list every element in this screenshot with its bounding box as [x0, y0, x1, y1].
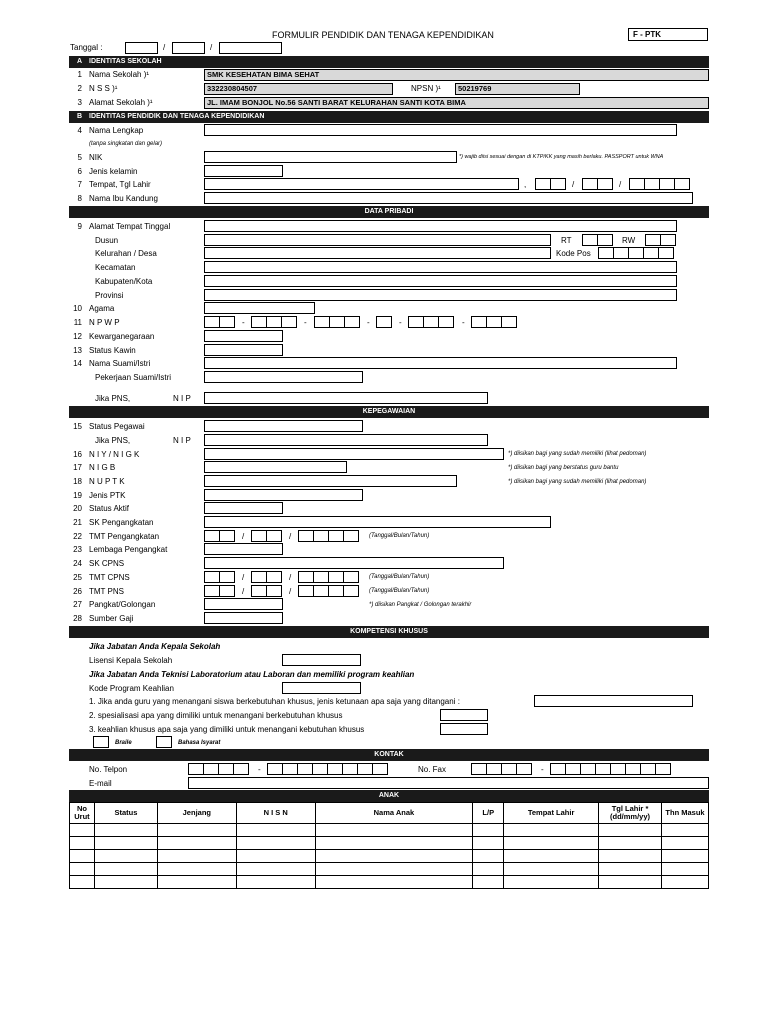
row-number: 5: [77, 153, 82, 162]
slash: /: [242, 532, 245, 541]
slash: /: [242, 587, 245, 596]
row-number: 10: [73, 304, 82, 313]
section-b-title: IDENTITAS PENDIDIK DAN TENAGA KEPENDIDIKAN: [89, 113, 265, 120]
table-row: [70, 837, 709, 850]
kode-program-label: Kode Program Keahlian: [89, 684, 174, 693]
dash: -: [399, 318, 402, 327]
table-cell[interactable]: [662, 863, 709, 876]
kepala-sekolah-heading: Jika Jabatan Anda Kepala Sekolah: [89, 642, 221, 651]
row-number: 19: [73, 491, 82, 500]
section-a-header: [69, 56, 709, 68]
dash: -: [242, 318, 245, 327]
rt-label: RT: [561, 236, 572, 245]
tmt-cpns-day[interactable]: [204, 571, 234, 583]
col-status: Status: [94, 803, 157, 824]
kompetensi-header: [69, 626, 709, 638]
tmt-pengangkatan-year[interactable]: [298, 530, 358, 542]
table-cell[interactable]: [236, 876, 315, 889]
table-cell[interactable]: [599, 850, 662, 863]
nip-field[interactable]: [204, 434, 488, 446]
nip-label: N I P: [173, 436, 191, 445]
email-label: E-mail: [89, 779, 112, 788]
row-number: 11: [73, 318, 82, 327]
table-cell[interactable]: [94, 876, 157, 889]
table-row: [70, 876, 709, 889]
table-cell[interactable]: [157, 850, 236, 863]
row-number: 2: [77, 84, 82, 93]
fax-number-cells[interactable]: [550, 763, 670, 775]
col-nisn: N I S N: [236, 803, 315, 824]
table-cell[interactable]: [236, 837, 315, 850]
spesialisasi-field[interactable]: [440, 709, 488, 721]
keahlian-field[interactable]: [440, 723, 488, 735]
tmt-cpns-label: TMT CPNS: [89, 573, 130, 582]
sk-cpns-field[interactable]: [204, 557, 504, 569]
table-cell[interactable]: [504, 876, 599, 889]
jenis-kelamin-label: Jenis kelamin: [89, 167, 138, 176]
jenis-ptk-label: Jenis PTK: [89, 491, 126, 500]
form-title: FORMULIR PENDIDIK DAN TENAGA KEPENDIDIKAN: [272, 30, 494, 40]
slash: /: [289, 532, 292, 541]
kontak-title: KONTAK: [374, 751, 404, 758]
pangkat-note: *) diisikan Pangkat / Golongan terakhir: [369, 602, 472, 608]
nik-label: NIK: [89, 153, 103, 162]
nama-sekolah-label: Nama Sekolah )¹: [89, 70, 150, 79]
alamat-tinggal-field[interactable]: [204, 220, 677, 232]
table-cell[interactable]: [157, 824, 236, 837]
fax-area-cells[interactable]: [471, 763, 531, 775]
kabupaten-field[interactable]: [204, 275, 677, 287]
table-cell[interactable]: [662, 824, 709, 837]
tanggal-day-field[interactable]: [125, 42, 158, 54]
table-cell[interactable]: [473, 824, 504, 837]
table-cell[interactable]: [70, 876, 95, 889]
nss-label: N S S )¹: [89, 84, 118, 93]
slash: /: [242, 573, 245, 582]
table-cell[interactable]: [157, 837, 236, 850]
tempat-lahir-field[interactable]: [204, 178, 519, 190]
col-tgl-lahir: Tgl Lahir *(dd/mm/yy): [599, 803, 662, 824]
data-pribadi-title: DATA PRIBADI: [364, 208, 414, 215]
nama-lengkap-label: Nama Lengkap: [89, 126, 144, 135]
dash: -: [258, 765, 261, 774]
keahlian-question: 3. keahlian khusus apa saja yang dimiliki untuk menangani kebutuhan khusus: [89, 725, 365, 734]
table-row: [70, 824, 709, 837]
anak-table: [69, 802, 709, 889]
row-number: 21: [73, 518, 82, 527]
npwp-cells-2[interactable]: [251, 316, 296, 328]
dash: -: [367, 318, 370, 327]
slash: /: [289, 587, 292, 596]
kabupaten-label: Kabupaten/Kota: [95, 277, 153, 286]
table-cell[interactable]: [504, 863, 599, 876]
row-number: 23: [73, 545, 82, 554]
nuptk-label: N U P T K: [89, 477, 125, 486]
nama-ibu-label: Nama Ibu Kandung: [89, 194, 158, 203]
rw-cells[interactable]: [645, 234, 675, 246]
agama-label: Agama: [89, 304, 115, 313]
nama-ibu-field[interactable]: [204, 192, 693, 204]
row-number: 6: [77, 167, 82, 176]
kepegawaian-header: [69, 406, 709, 418]
col-lp: L/P: [473, 803, 504, 824]
tmt-cpns-year[interactable]: [298, 571, 358, 583]
table-row: [70, 850, 709, 863]
row-number: 24: [73, 559, 82, 568]
row-number: 4: [77, 126, 82, 135]
telpon-number-cells[interactable]: [267, 763, 387, 775]
sk-pengangkatan-label: SK Pengangkatan: [89, 518, 154, 527]
kecamatan-field[interactable]: [204, 261, 677, 273]
dash: -: [462, 318, 465, 327]
npwp-cells-6[interactable]: [471, 316, 516, 328]
nigb-note: *) diisikan bagi yang berstatus guru bantu: [508, 465, 619, 471]
nik-field[interactable]: [204, 151, 457, 163]
tmt-pengangkatan-month[interactable]: [251, 530, 281, 542]
tanggal-month-field[interactable]: [172, 42, 205, 54]
kelurahan-label: Kelurahan / Desa: [95, 249, 157, 258]
email-field[interactable]: [188, 777, 709, 789]
anak-table-header: [70, 803, 709, 824]
npsn-value: 50219769: [455, 83, 580, 95]
table-cell[interactable]: [315, 863, 473, 876]
telpon-area-cells[interactable]: [188, 763, 248, 775]
dusun-label: Dusun: [95, 236, 119, 245]
table-cell[interactable]: [70, 850, 95, 863]
table-cell[interactable]: [94, 850, 157, 863]
table-cell[interactable]: [599, 824, 662, 837]
lisensi-field[interactable]: [282, 654, 361, 666]
pekerjaan-field[interactable]: [204, 371, 363, 383]
row-number: 3: [77, 98, 82, 107]
kecamatan-label: Kecamatan: [95, 263, 136, 272]
row-number: 25: [73, 573, 82, 582]
jenis-ptk-field[interactable]: [204, 489, 363, 501]
nuptk-field[interactable]: [204, 475, 457, 487]
table-cell[interactable]: [236, 824, 315, 837]
kepegawaian-title: KEPEGAWAIAN: [362, 408, 416, 415]
table-cell[interactable]: [473, 863, 504, 876]
col-tempat-lahir: Tempat Lahir: [504, 803, 599, 824]
nip-suami-istri-field[interactable]: [204, 392, 488, 404]
table-cell[interactable]: [94, 837, 157, 850]
table-cell[interactable]: [315, 876, 473, 889]
nama-lengkap-note: (tanpa singkatan dan gelar): [89, 141, 163, 147]
bahasa-isyarat-label: Bahasa Isyarat: [178, 740, 221, 746]
table-cell[interactable]: [504, 850, 599, 863]
status-pegawai-field[interactable]: [204, 420, 363, 432]
date-format-note: (Tanggal/Bulan/Tahun): [369, 533, 430, 539]
niy-note: *) diisikan bagi yang sudah memiliki (lihat pedoman): [508, 451, 647, 457]
table-cell[interactable]: [504, 824, 599, 837]
row-number: 9: [77, 222, 82, 231]
nip-label: N I P: [173, 394, 191, 403]
row-number: 1: [77, 70, 82, 79]
slash: /: [210, 43, 213, 52]
table-cell[interactable]: [157, 876, 236, 889]
anak-title: ANAK: [378, 792, 400, 799]
row-number: 15: [73, 422, 82, 431]
col-nama-anak: Nama Anak: [315, 803, 473, 824]
table-cell[interactable]: [236, 863, 315, 876]
npwp-cells-5[interactable]: [408, 316, 453, 328]
table-cell[interactable]: [157, 863, 236, 876]
tmt-pns-day[interactable]: [204, 585, 234, 597]
pekerjaan-label: Pekerjaan Suami/Istri: [95, 373, 172, 382]
row-number: 7: [77, 180, 82, 189]
npwp-label: N P W P: [89, 318, 120, 327]
niy-nigk-field[interactable]: [204, 448, 504, 460]
fax-label: No. Fax: [418, 765, 447, 774]
tmt-pns-month[interactable]: [251, 585, 281, 597]
table-cell[interactable]: [662, 837, 709, 850]
row-number: 14: [73, 359, 82, 368]
tgl-lahir-day-cells[interactable]: [535, 178, 565, 190]
status-kawin-field[interactable]: [204, 344, 283, 356]
nama-sekolah-value: SMK KESEHATAN BIMA SEHAT: [204, 69, 709, 81]
nik-note: *) wajib diisi sesuai dengan di KTP/KK yang masih berlaku. PASSPORT untuk WNA: [459, 154, 664, 160]
tmt-cpns-month[interactable]: [251, 571, 281, 583]
npwp-cells-3[interactable]: [314, 316, 359, 328]
kode-pos-cells[interactable]: [598, 247, 673, 259]
status-kawin-label: Status Kawin: [89, 346, 136, 355]
kelurahan-field[interactable]: [204, 247, 551, 259]
row-number: 18: [73, 477, 82, 486]
row-number: 26: [73, 587, 82, 596]
table-cell[interactable]: [315, 837, 473, 850]
section-b-letter: B: [77, 113, 83, 120]
row-number: 13: [73, 346, 82, 355]
sk-pengangkatan-field[interactable]: [204, 516, 551, 528]
kode-program-field[interactable]: [282, 682, 361, 694]
section-a-letter: A: [77, 58, 83, 65]
braile-label: Braile: [115, 740, 132, 746]
nigb-label: N I G B: [89, 463, 116, 472]
lembaga-pengangkat-field[interactable]: [204, 543, 283, 555]
braile-checkbox[interactable]: [93, 736, 109, 748]
rt-cells[interactable]: [582, 234, 612, 246]
provinsi-label: Provinsi: [95, 291, 124, 300]
nigb-field[interactable]: [204, 461, 347, 473]
nama-suami-istri-label: Nama Suami/Istri: [89, 359, 151, 368]
dash: -: [541, 765, 544, 774]
pangkat-golongan-label: Pangkat/Golongan: [89, 600, 156, 609]
npsn-label: NPSN )¹: [411, 84, 441, 93]
slash: /: [619, 180, 622, 189]
alamat-sekolah-label: Alamat Sekolah )¹: [89, 98, 153, 107]
jenis-kelamin-field[interactable]: [204, 165, 283, 177]
nss-value: 332230804507: [204, 83, 393, 95]
row-number: 22: [73, 532, 82, 541]
nuptk-note: *) diisikan bagi yang sudah memiliki (lihat pedoman): [508, 479, 647, 485]
status-aktif-field[interactable]: [204, 502, 283, 514]
data-pribadi-header: [69, 206, 709, 218]
table-cell[interactable]: [504, 837, 599, 850]
table-cell[interactable]: [473, 837, 504, 850]
bahasa-isyarat-checkbox[interactable]: [156, 736, 172, 748]
row-number: 16: [73, 450, 82, 459]
telpon-label: No. Telpon: [89, 765, 128, 774]
col-jenjang: Jenjang: [157, 803, 236, 824]
ketunaan-question: 1. Jika anda guru yang menangani siswa berkebutuhan khusus, jenis ketunaan apa saja yang ditangani :: [89, 697, 460, 706]
lisensi-label: Lisensi Kepala Sekolah: [89, 656, 173, 665]
table-cell[interactable]: [236, 850, 315, 863]
row-number: 20: [73, 504, 82, 513]
nama-lengkap-field[interactable]: [204, 124, 677, 136]
ketunaan-field[interactable]: [534, 695, 693, 707]
pangkat-golongan-field[interactable]: [204, 598, 283, 610]
status-aktif-label: Status Aktif: [89, 504, 130, 513]
tgl-lahir-month-cells[interactable]: [582, 178, 612, 190]
tanggal-label: Tanggal :: [70, 43, 103, 52]
table-cell[interactable]: [315, 824, 473, 837]
table-cell[interactable]: [599, 876, 662, 889]
kontak-header: [69, 749, 709, 761]
table-cell[interactable]: [473, 876, 504, 889]
slash: /: [163, 43, 166, 52]
alamat-tinggal-label: Alamat Tempat Tinggal: [89, 222, 171, 231]
agama-field[interactable]: [204, 302, 315, 314]
sumber-gaji-label: Sumber Gaji: [89, 614, 134, 623]
kode-pos-label: Kode Pos: [556, 249, 591, 258]
nama-suami-istri-field[interactable]: [204, 357, 677, 369]
table-cell[interactable]: [94, 863, 157, 876]
tmt-pns-year[interactable]: [298, 585, 358, 597]
provinsi-field[interactable]: [204, 289, 677, 301]
niy-nigk-label: N I Y / N I G K: [89, 450, 140, 459]
sk-cpns-label: SK CPNS: [89, 559, 125, 568]
date-format-note: (Tanggal/Bulan/Tahun): [369, 574, 430, 580]
status-pegawai-label: Status Pegawai: [89, 422, 145, 431]
row-number: 28: [73, 614, 82, 623]
kewarganegaraan-field[interactable]: [204, 330, 283, 342]
col-no-urut: No Urut: [70, 803, 95, 824]
table-cell[interactable]: [70, 863, 95, 876]
kewarganegaraan-label: Kewarganegaraan: [89, 332, 155, 341]
table-cell[interactable]: [70, 824, 95, 837]
npwp-cells-4[interactable]: [376, 316, 391, 328]
table-cell[interactable]: [315, 850, 473, 863]
slash: /: [289, 573, 292, 582]
kompetensi-title: KOMPETENSI KHUSUS: [350, 628, 428, 635]
alamat-sekolah-value: JL. IMAM BONJOL No.56 SANTI BARAT KELURAHAN SANTI KOTA BIMA: [204, 97, 709, 109]
table-cell[interactable]: [662, 876, 709, 889]
anak-header: [69, 790, 709, 802]
row-number: 17: [73, 463, 82, 472]
tmt-pengangkatan-day[interactable]: [204, 530, 234, 542]
table-cell[interactable]: [662, 850, 709, 863]
section-a-title: IDENTITAS SEKOLAH: [89, 58, 162, 65]
jika-pns-label: Jika PNS,: [95, 436, 131, 445]
table-cell[interactable]: [599, 863, 662, 876]
lembaga-pengangkat-label: Lembaga Pengangkat: [89, 545, 168, 554]
table-cell[interactable]: [94, 824, 157, 837]
jika-pns-label: Jika PNS,: [95, 394, 131, 403]
row-number: 8: [77, 194, 82, 203]
teknisi-heading: Jika Jabatan Anda Teknisi Laboratorium atau Laboran dan memiliki program keahlian: [89, 670, 415, 679]
spesialisasi-question: 2. spesialisasi apa yang dimiliki untuk menangani berkebutuhan khusus: [89, 711, 343, 720]
row-number: 27: [73, 600, 82, 609]
form-code: F - PTK: [628, 28, 708, 41]
date-format-note: (Tanggal/Bulan/Tahun): [369, 588, 430, 594]
section-b-header: [69, 111, 709, 123]
tmt-pengangkatan-label: TMT Pengangkatan: [89, 532, 160, 541]
tempat-tgl-lahir-label: Tempat, Tgl Lahir: [89, 180, 151, 189]
sumber-gaji-field[interactable]: [204, 612, 283, 624]
col-thn-masuk: Thn Masuk: [662, 803, 709, 824]
table-cell[interactable]: [473, 850, 504, 863]
tgl-lahir-year-cells[interactable]: [629, 178, 689, 190]
table-cell[interactable]: [599, 837, 662, 850]
rw-label: RW: [622, 236, 636, 245]
table-cell[interactable]: [70, 837, 95, 850]
tmt-pns-label: TMT PNS: [89, 587, 124, 596]
row-number: 12: [73, 332, 82, 341]
tanggal-year-field[interactable]: [219, 42, 282, 54]
dash: -: [304, 318, 307, 327]
table-row: [70, 863, 709, 876]
npwp-cells-1[interactable]: [204, 316, 234, 328]
comma: ,: [524, 180, 527, 189]
slash: /: [572, 180, 575, 189]
dusun-field[interactable]: [204, 234, 551, 246]
